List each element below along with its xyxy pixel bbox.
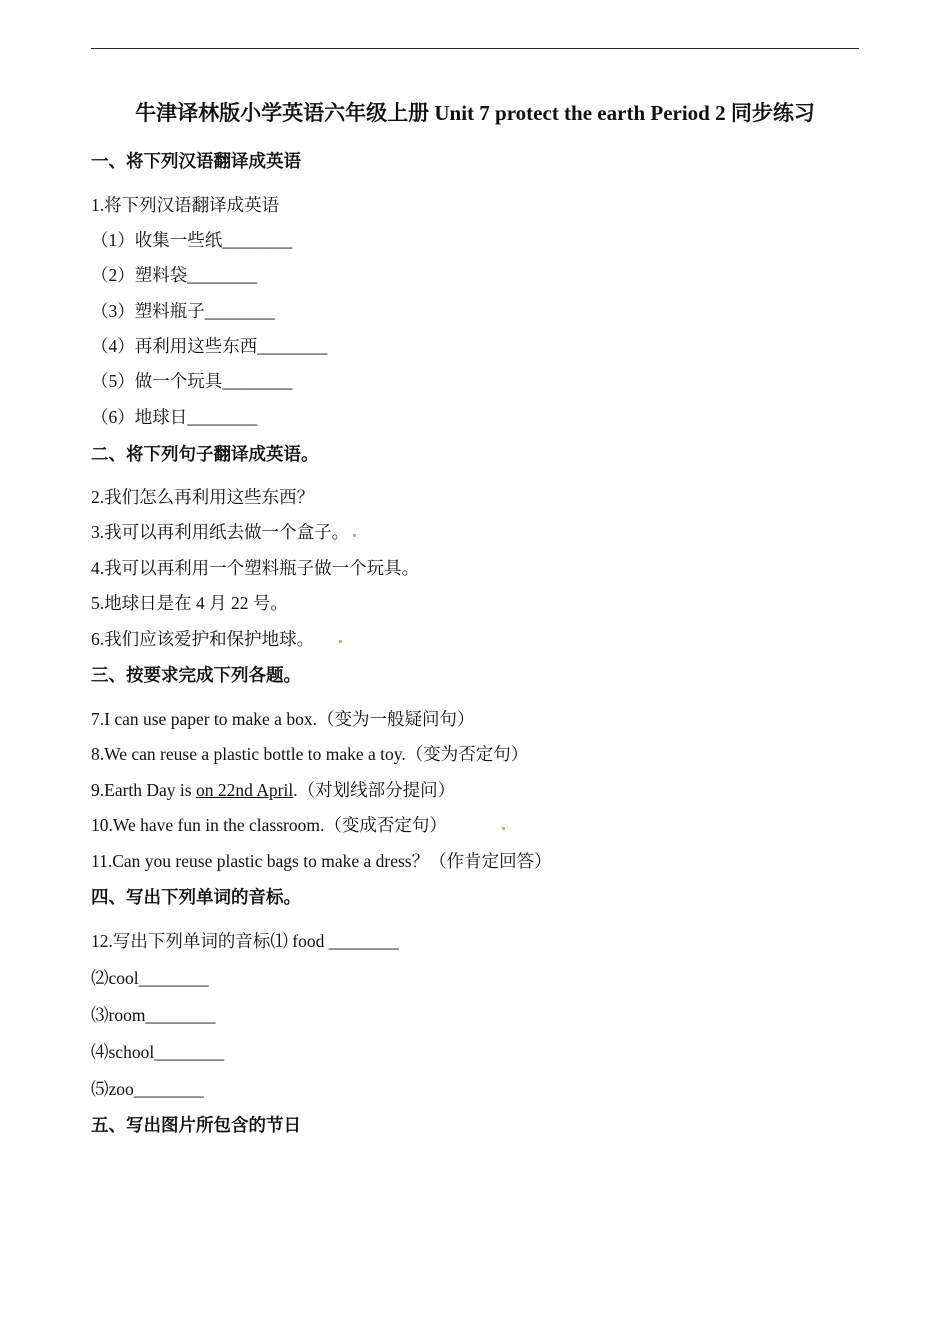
item-1-2: （2）塑料袋________ xyxy=(91,265,258,285)
speck-mark xyxy=(339,640,342,643)
question-12: 12.写出下列单词的音标⑴ food ________ xyxy=(91,931,399,951)
section-heading-4: 四、写出下列单词的音标。 xyxy=(91,887,301,907)
section-heading-3: 三、按要求完成下列各题。 xyxy=(91,665,301,685)
item-1-4: （4）再利用这些东西________ xyxy=(91,336,328,356)
item-1-6: （6）地球日________ xyxy=(91,407,258,427)
phonetic-item-4: ⑷school________ xyxy=(91,1042,225,1062)
question-4: 4.我可以再利用一个塑料瓶子做一个玩具。 xyxy=(91,558,420,578)
phonetic-item-3: ⑶room________ xyxy=(91,1005,216,1025)
speck-mark xyxy=(353,534,356,537)
item-1-3: （3）塑料瓶子________ xyxy=(91,301,275,321)
question-6: 6.我们应该爱护和保护地球。 xyxy=(91,629,315,649)
header-rule xyxy=(91,48,859,49)
question-9-suffix: .（对划线部分提问） xyxy=(293,780,456,800)
question-11: 11.Can you reuse plastic bags to make a dress？（作肯定回答） xyxy=(91,851,552,871)
section-heading-1: 一、将下列汉语翻译成英语 xyxy=(91,151,301,171)
speck-mark xyxy=(502,827,505,830)
section-heading-2: 二、将下列句子翻译成英语。 xyxy=(91,444,319,464)
question-8: 8.We can reuse a plastic bottle to make a toy.（变为否定句） xyxy=(91,744,529,764)
question-9-prefix: 9.Earth Day is xyxy=(91,780,196,800)
question-7: 7.I can use paper to make a box.（变为一般疑问句） xyxy=(91,709,475,729)
phonetic-item-2: ⑵cool________ xyxy=(91,968,209,988)
question-5: 5.地球日是在 4 月 22 号。 xyxy=(91,593,288,613)
section-heading-5: 五、写出图片所包含的节日 xyxy=(91,1115,301,1135)
phonetic-item-5: ⑸zoo________ xyxy=(91,1079,204,1099)
question-3: 3.我可以再利用纸去做一个盒子。 xyxy=(91,522,350,542)
item-1-5: （5）做一个玩具________ xyxy=(91,371,293,391)
question-10: 10.We have fun in the classroom.（变成否定句） xyxy=(91,815,447,835)
item-1-1: （1）收集一些纸________ xyxy=(91,230,293,250)
question-9 xyxy=(91,777,455,802)
question-1: 1.将下列汉语翻译成英语 xyxy=(91,195,280,215)
question-2: 2.我们怎么再利用这些东西？ xyxy=(91,487,315,507)
document-title: 牛津译林版小学英语六年级上册 Unit 7 protect the earth Period 2 同步练习 xyxy=(135,101,815,125)
question-9-underlined: on 22nd April xyxy=(195,780,294,800)
